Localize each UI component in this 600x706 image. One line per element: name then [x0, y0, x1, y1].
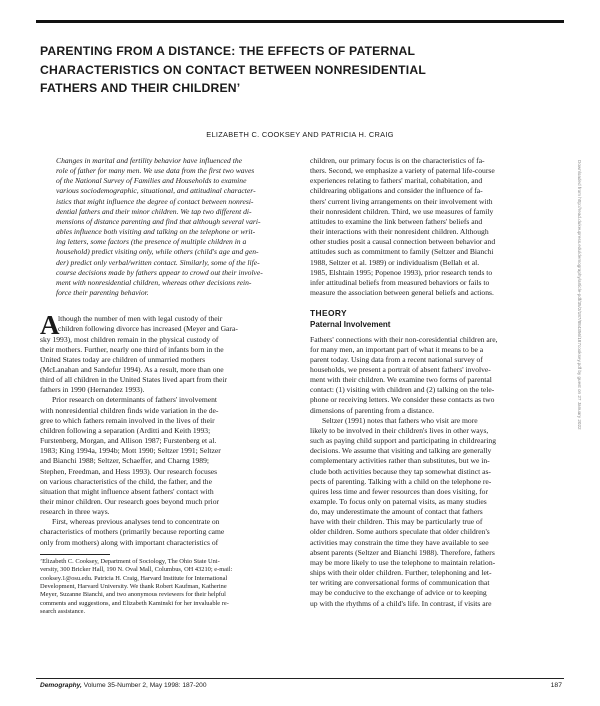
page-number: 187: [550, 682, 562, 689]
body-line: only from mothers) along with important characteristics of: [40, 537, 219, 547]
body-line: on various characteristics of the child, the father, and the: [40, 476, 212, 486]
body-line: experiences relating to fathers' marital, cohabitation, and: [310, 176, 483, 186]
top-rule: [36, 20, 564, 23]
footer-rule: [36, 678, 564, 679]
drop-cap: A: [40, 310, 60, 341]
abstract-line: role of father for many men. We use data from the first two waves: [56, 166, 255, 176]
body-line: childrearing obligations and consider the influence of fa-: [310, 186, 483, 196]
abstract-line: ables influence both visiting and talking on the telephone or writ-: [56, 227, 256, 237]
body-line: such as paying child support and participating in childrearing: [310, 436, 496, 446]
body-paragraph: [40, 395, 298, 517]
abstract-line: Changes in marital and fertility behavior have influenced the: [56, 156, 243, 165]
body-line: gree to which fathers remain involved in the lives of their: [40, 415, 215, 425]
body-paragraph: [310, 156, 565, 298]
right-column: [310, 156, 565, 609]
body-line: United States today are children of unmarried mothers: [40, 354, 206, 364]
body-line: ships with their older children. Further, telephoning and let-: [310, 568, 492, 578]
footnote-rule: [40, 554, 110, 555]
body-line: Furstenberg, Morgan, and Allison 1987; Furstenberg et al.: [40, 436, 217, 446]
author-byline: ELIZABETH C. COOKSEY AND PATRICIA H. CRAIG: [206, 130, 394, 139]
body-line: 1985, Elshtain 1995; Popenoe 1993), prior research tends to: [310, 267, 493, 277]
body-line: third of all children in the United States lived apart from their: [40, 375, 228, 385]
body-line: may be conducive to the exchange of advice or to keeping: [310, 588, 487, 598]
body-line: Prior research on determinants of fathers' involvement: [52, 395, 218, 405]
body-line: attitudes such as commitment to family (Seltzer and Bianchi: [310, 247, 494, 257]
body-line: children, our primary focus is on the characteristics of fa-: [310, 156, 485, 165]
body-paragraph: [310, 416, 565, 609]
body-line: likely to be involved in their children's lives in other ways,: [310, 425, 489, 435]
journal-issue: Volume 35-Number 2, May 1998: 187-200: [81, 682, 207, 689]
body-line: children following a separation (Arditti and Keith 1993;: [40, 425, 211, 435]
footnote-line: cooksey.1@osu.edu. Patricia H. Craig, Harvard Institute for International: [40, 574, 228, 582]
body-line: their interactions with their nonresident children. Although: [310, 227, 489, 237]
body-line: with nonresidential children finds wide variation in the de-: [40, 405, 219, 415]
body-line: for many men, an important part of what it means to be a: [310, 344, 484, 354]
article-title: [40, 42, 560, 98]
body-paragraph: [310, 335, 565, 416]
subsection-heading: Paternal Involvement: [310, 320, 391, 330]
body-line: situation that might influence absent fathers' contact with: [40, 486, 214, 496]
body-line: activities may constrain the time they have available to see: [310, 537, 489, 547]
body-line: 1983; King 1994a, 1994b; Mott 1990; Seltzer 1991; Seltzer: [40, 446, 221, 456]
body-line: their minor children. Our research goes beyond much prior: [40, 497, 220, 506]
abstract-line: ment with nonresidential children, whereas other decisions rein-: [56, 277, 252, 287]
body-line: attitudes to examine the link between fathers' beliefs and: [310, 216, 483, 226]
body-line: absent parents (Seltzer and Bianchi 1988). Therefore, fathers: [310, 547, 495, 557]
title-line: PARENTING FROM A DISTANCE: THE EFFECTS OF PATERNAL: [40, 44, 416, 58]
body-line: contact: (1) visiting with children and (2) talking on the tele-: [310, 385, 495, 395]
body-line: pects of parenting. Talking with a child on the telephone re-: [310, 476, 492, 486]
body-line: decisions. We assume that visiting and talking are generally: [310, 446, 492, 456]
abstract-line: ing letters, some factors (the presence of multiple children in a: [56, 237, 247, 247]
section-heading: THEORY: [310, 308, 347, 319]
intro-paragraph: [40, 310, 298, 395]
body-line: Seltzer (1991) notes that fathers who visit are more: [322, 415, 478, 425]
abstract-line: various sociodemographic, situational, and attitudinal character-: [56, 186, 256, 196]
body-line: example. To focus only on paternal visits, as many studies: [310, 497, 487, 506]
body-line: ter writing are conversational forms of communication that: [310, 578, 490, 588]
body-line: households, we present a portrait of absent fathers' involve-: [310, 364, 491, 374]
body-line: fathers in 1990 (Hernandez 1993).: [40, 385, 145, 395]
abstract-line: force their parenting behavior.: [56, 288, 149, 298]
footnote-line: versity, 300 Bricker Hall, 190 N. Oval Mall, Columbus, OH 43210; e-mail:: [40, 566, 233, 574]
body-line: clude both activities because they tap somewhat distinct as-: [310, 466, 491, 476]
footnote-line: Development, Harvard University. We thank Robert Kaufman, Katherine: [40, 583, 227, 590]
body-line: Stephen, Freedman, and Hess 1993). Our research focuses: [40, 466, 218, 476]
body-line: (McLanahan and Sandefur 1994). As a result, more than one: [40, 364, 224, 374]
journal-name: Demography,: [40, 682, 82, 689]
body-line: lthough the number of men with legal custody of their: [58, 314, 223, 324]
download-watermark: Downloaded from http://read.dukeupress.edu/demography/article-pdf/35/2/187/884356/187cooksey.pdf by guest on 27 January 2022: [577, 160, 582, 430]
body-line: phone or receiving letters. We consider these contacts as two: [310, 395, 495, 405]
body-line: measure the association between general beliefs and actions.: [310, 288, 494, 298]
body-line: characteristics of mothers (primarily because reporting came: [40, 527, 225, 537]
footnote-line: Meyer, Suzanne Bianchi, and two anonymous reviewers for their helpful: [40, 591, 226, 599]
body-line: dimensions of parenting from a distance.: [310, 405, 434, 415]
abstract-line: course decisions made by fathers appear to crowd out their involve-: [56, 267, 263, 277]
title-line: CHARACTERISTICS ON CONTACT BETWEEN NONRESIDENTIAL: [40, 62, 427, 77]
body-line: other studies posit a causal connection between behavior and: [310, 237, 496, 247]
abstract-line: household) predict visiting only, while others (child's age and gen-: [56, 247, 259, 257]
author-footnote: [40, 558, 298, 617]
body-line: thers' current living arrangements on their involvement with: [310, 196, 493, 206]
abstract-line: der) predict only verbal/written contact. Similarly, some of the life-: [56, 257, 260, 267]
journal-citation: [40, 682, 207, 689]
left-column: [40, 156, 298, 617]
body-line: thers. Second, we emphasize a variety of paternal life-course: [310, 166, 495, 176]
abstract: [56, 156, 288, 298]
body-paragraph: [40, 517, 298, 547]
body-line: research in three ways.: [40, 507, 110, 517]
body-line: do, may underestimate the amount of contact that fathers: [310, 507, 483, 517]
body-line: their mothers. Further, nearly one third of infants born in the: [40, 344, 224, 354]
body-line: First, whereas previous analyses tend to concentrate on: [52, 517, 220, 527]
abstract-line: istics that might influence the degree of contact between nonresi-: [56, 196, 254, 206]
body-line: and Bianchi 1988; Seltzer, Schaeffer, and Charng 1989;: [40, 456, 210, 466]
body-line: 1988, Seltzer et al. 1989) or individualism (Bellah et al.: [310, 257, 480, 267]
footnote-line: comments and suggestions, and Elizabeth Kaminski for her invaluable re-: [40, 599, 229, 607]
body-line: parent today. Using data from a recent national survey of: [310, 354, 483, 364]
body-line: may be more likely to use the telephone to maintain relation-: [310, 557, 496, 567]
abstract-line: dential fathers and their minor children. We tap two different di-: [56, 206, 252, 216]
abstract-line: of the National Survey of Families and Households to examine: [56, 176, 247, 186]
body-line: sky 1993), most children remain in the physical custody of: [40, 334, 219, 344]
body-line: up with the rhythms of a child's life. In contrast, if visits are: [310, 598, 492, 608]
body-line: children following divorce has increased (Meyer and Gara-: [58, 324, 238, 334]
body-line: infer attitudinal beliefs from measured behaviors or fails to: [310, 277, 490, 287]
footnote-line: ʼElizabeth C. Cooksey, Department of Sociology, The Ohio State Uni-: [40, 557, 220, 565]
body-line: older children. Some authors speculate that older children's: [310, 527, 490, 537]
body-line: ment with their children. We examine two forms of parental: [310, 375, 492, 385]
body-line: quires less time and fewer resources than does visiting, for: [310, 486, 488, 496]
body-line: their nonresident children. Third, we use measures of family: [310, 206, 494, 216]
title-line: FATHERS AND THEIR CHILDRENʼ: [40, 81, 241, 95]
body-line: Fathers' connections with their non-coresidential children are,: [310, 334, 498, 344]
body-line: have with their children. This may be particularly true of: [310, 517, 483, 527]
body-line: complementary activities rather than substitutes, but we in-: [310, 456, 490, 466]
footnote-line: search assistance.: [40, 608, 86, 616]
abstract-line: mensions of distance parenting and find that although several vari-: [56, 216, 261, 226]
